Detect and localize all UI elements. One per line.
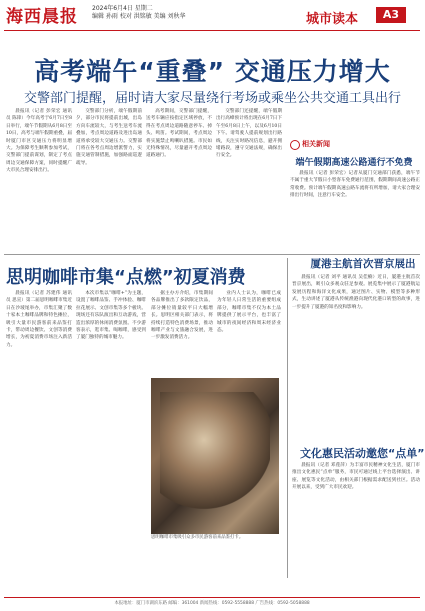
coffee-paragraph-2: 本次市集以“咖啡+”为主题，设置了咖啡品鉴、手冲体验、咖啡拉花展示、文创市集等多个板块。现场还有乐队演出和互动游戏，营造出浓厚的休闲消费氛围。不少游客表示，逛市集、喝咖啡，感受到了厦门独特的城市魅力。 — [76, 291, 146, 341]
related-news-tag: 相关新闻 — [302, 140, 330, 148]
lead-column-3 — [146, 108, 212, 252]
coffee-column-1 — [6, 290, 72, 590]
photo-caption: 思明咖啡市集吸引众多市民游客前来品鉴打卡。 — [151, 535, 244, 540]
coffee-column-4 — [217, 290, 281, 376]
coffee-column-3 — [151, 290, 213, 376]
section-title: 城市读本 — [306, 12, 359, 27]
coffee-paragraph-3: 据主办方介绍，市集期间各品牌推出了多款限定饮品，部分摊位销量较平日大幅增长。思明区相关部门表示，将持续打造特色消费场景，推动咖啡产业与文旅融合发展，进一步激发消费活力。 — [151, 291, 213, 341]
lead-headline: 高考端午“重叠” 交通压力增大 — [34, 57, 391, 86]
lead-column-4 — [216, 108, 282, 252]
footer-divider — [4, 597, 420, 598]
lead-paragraph-1: 晨报讯（记者 彭荣宏 通讯员 陈锋）今年高考于6月7日至8日举行，端午节假期从6月8日至10日，高考与端午假期重叠，届时厦门市区交通压力将明显增大。为保障考生顺利参加考试，交警部门提前谋划，制定了考点周边交通保障方案，同时提醒广大市民合理安排出行。 — [6, 109, 72, 174]
section-divider — [4, 254, 420, 255]
newspaper-logo: 海西晨报 — [6, 7, 78, 27]
page-number-badge: A3 — [376, 7, 406, 23]
side-story-paragraph: 晨报讯（记者 彭荣宏）记者从厦门交通部门获悉，端午节不属于重大节假日小型客车免费通行范围，假期期间高速公路正常收费。预计端午假期高速公路车流将有所增加，请大家合理安排出行时间，注意行车安全。 — [290, 171, 420, 199]
coffee-paragraph-4: 业内人士认为，咖啡已成为年轻人日常生活的重要组成部分，咖啡市集不仅为本土品牌提供了展示平台，也丰富了城市的夜间经济和周末经济业态。 — [217, 291, 281, 334]
lead-subhead: 交警部门提醒，届时请大家尽量绕行考场或乘坐公共交通工具出行 — [23, 91, 401, 106]
xiamen-paragraph: 晨报讯（记者 刘平 通讯员 吴佳楠）近日，厦港主航首次晋京展出，吸引众多观众驻足参观。展览集中展示了厦港航运发展历程和海洋文化成果，通过图片、实物、模型等多种形式，生动讲述了厦港从传统渔港向现代化港口转型的故事，进一步提升了厦港的知名度和影响力。 — [292, 275, 420, 310]
side-story-body — [290, 170, 420, 250]
culture-headline: 文化惠民活动邀您“点单” — [300, 447, 425, 460]
coffee-paragraph-1: 晨报讯（记者 苏建伟 通讯员 思宣）第二届思明咖啡市集近日在沙坡尾举办，市集汇聚了数十家本土咖啡品牌和特色摊位，吸引大量市民游客前来品鉴打卡，带动周边餐饮、文创等消费增长，为初夏消费市场注入新活力。 — [6, 291, 72, 348]
column-divider — [287, 258, 288, 578]
lead-paragraph-2: 交警部门分析，端午假期前夕，部分市民将提前出城，出岛方向车流较大，与考生送考车流叠加，考点周边道路及进出岛通道将承受较大交通压力。交警部门将在各考点周边增派警力，实施交通管制措施，加强路面巡逻疏导。 — [76, 109, 142, 166]
lead-column-2 — [76, 108, 142, 252]
footer-info: 本报地址：厦门市湖滨东路 邮编：361004 新闻热线：0592-5558888 广告热线：0592-5058888 — [114, 601, 310, 606]
related-news-icon — [290, 140, 300, 150]
coffee-cup-image — [160, 392, 270, 512]
dateline-editors: 编辑 孙雨 校对 洪铭敏 美编 刘秋华 — [92, 13, 186, 20]
lead-paragraph-3: 高考期间，交警部门提醒，送考车辆应按指定区域停放，不得在考点周边道路随意停车、掉头、鸣笛。考试期间，考点周边将实施禁止鸣喇叭措施。市民如无特殊情况，尽量避开考点周边道路通行。 — [146, 109, 212, 159]
coffee-headline: 思明咖啡市集“点燃”初夏消费 — [6, 267, 246, 288]
culture-body — [292, 462, 420, 592]
culture-paragraph: 晨报讯（记者 邓莲萍）为丰富市民精神文化生活，厦门市推出文化惠民“点单”服务，市民可通过线上平台选择演出、讲座、展览等文化活动，由相关部门根据需求配送到社区。活动开展以来，受到广大市民欢迎。 — [292, 463, 420, 491]
dateline-date: 2024年6月4日 星期二 — [92, 5, 153, 12]
xiamen-headline: 厦港主航首次晋京展出 — [310, 258, 416, 270]
masthead-divider — [4, 30, 420, 31]
lead-column-1 — [6, 108, 72, 252]
side-story-title: 端午假期高速公路通行不免费 — [295, 158, 413, 168]
xiamen-body — [292, 274, 420, 438]
lead-paragraph-4: 交警部门还提醒，端午假期出行高峰预计将出现在6月7日下午至6月8日上午，以及6月10日下午。请驾驶人提前规划出行路线，关注实时路况信息，避开拥堵路段，遵守交通法规，确保出行安全。 — [216, 109, 282, 159]
coffee-column-2 — [76, 290, 146, 590]
dateline — [92, 5, 186, 21]
